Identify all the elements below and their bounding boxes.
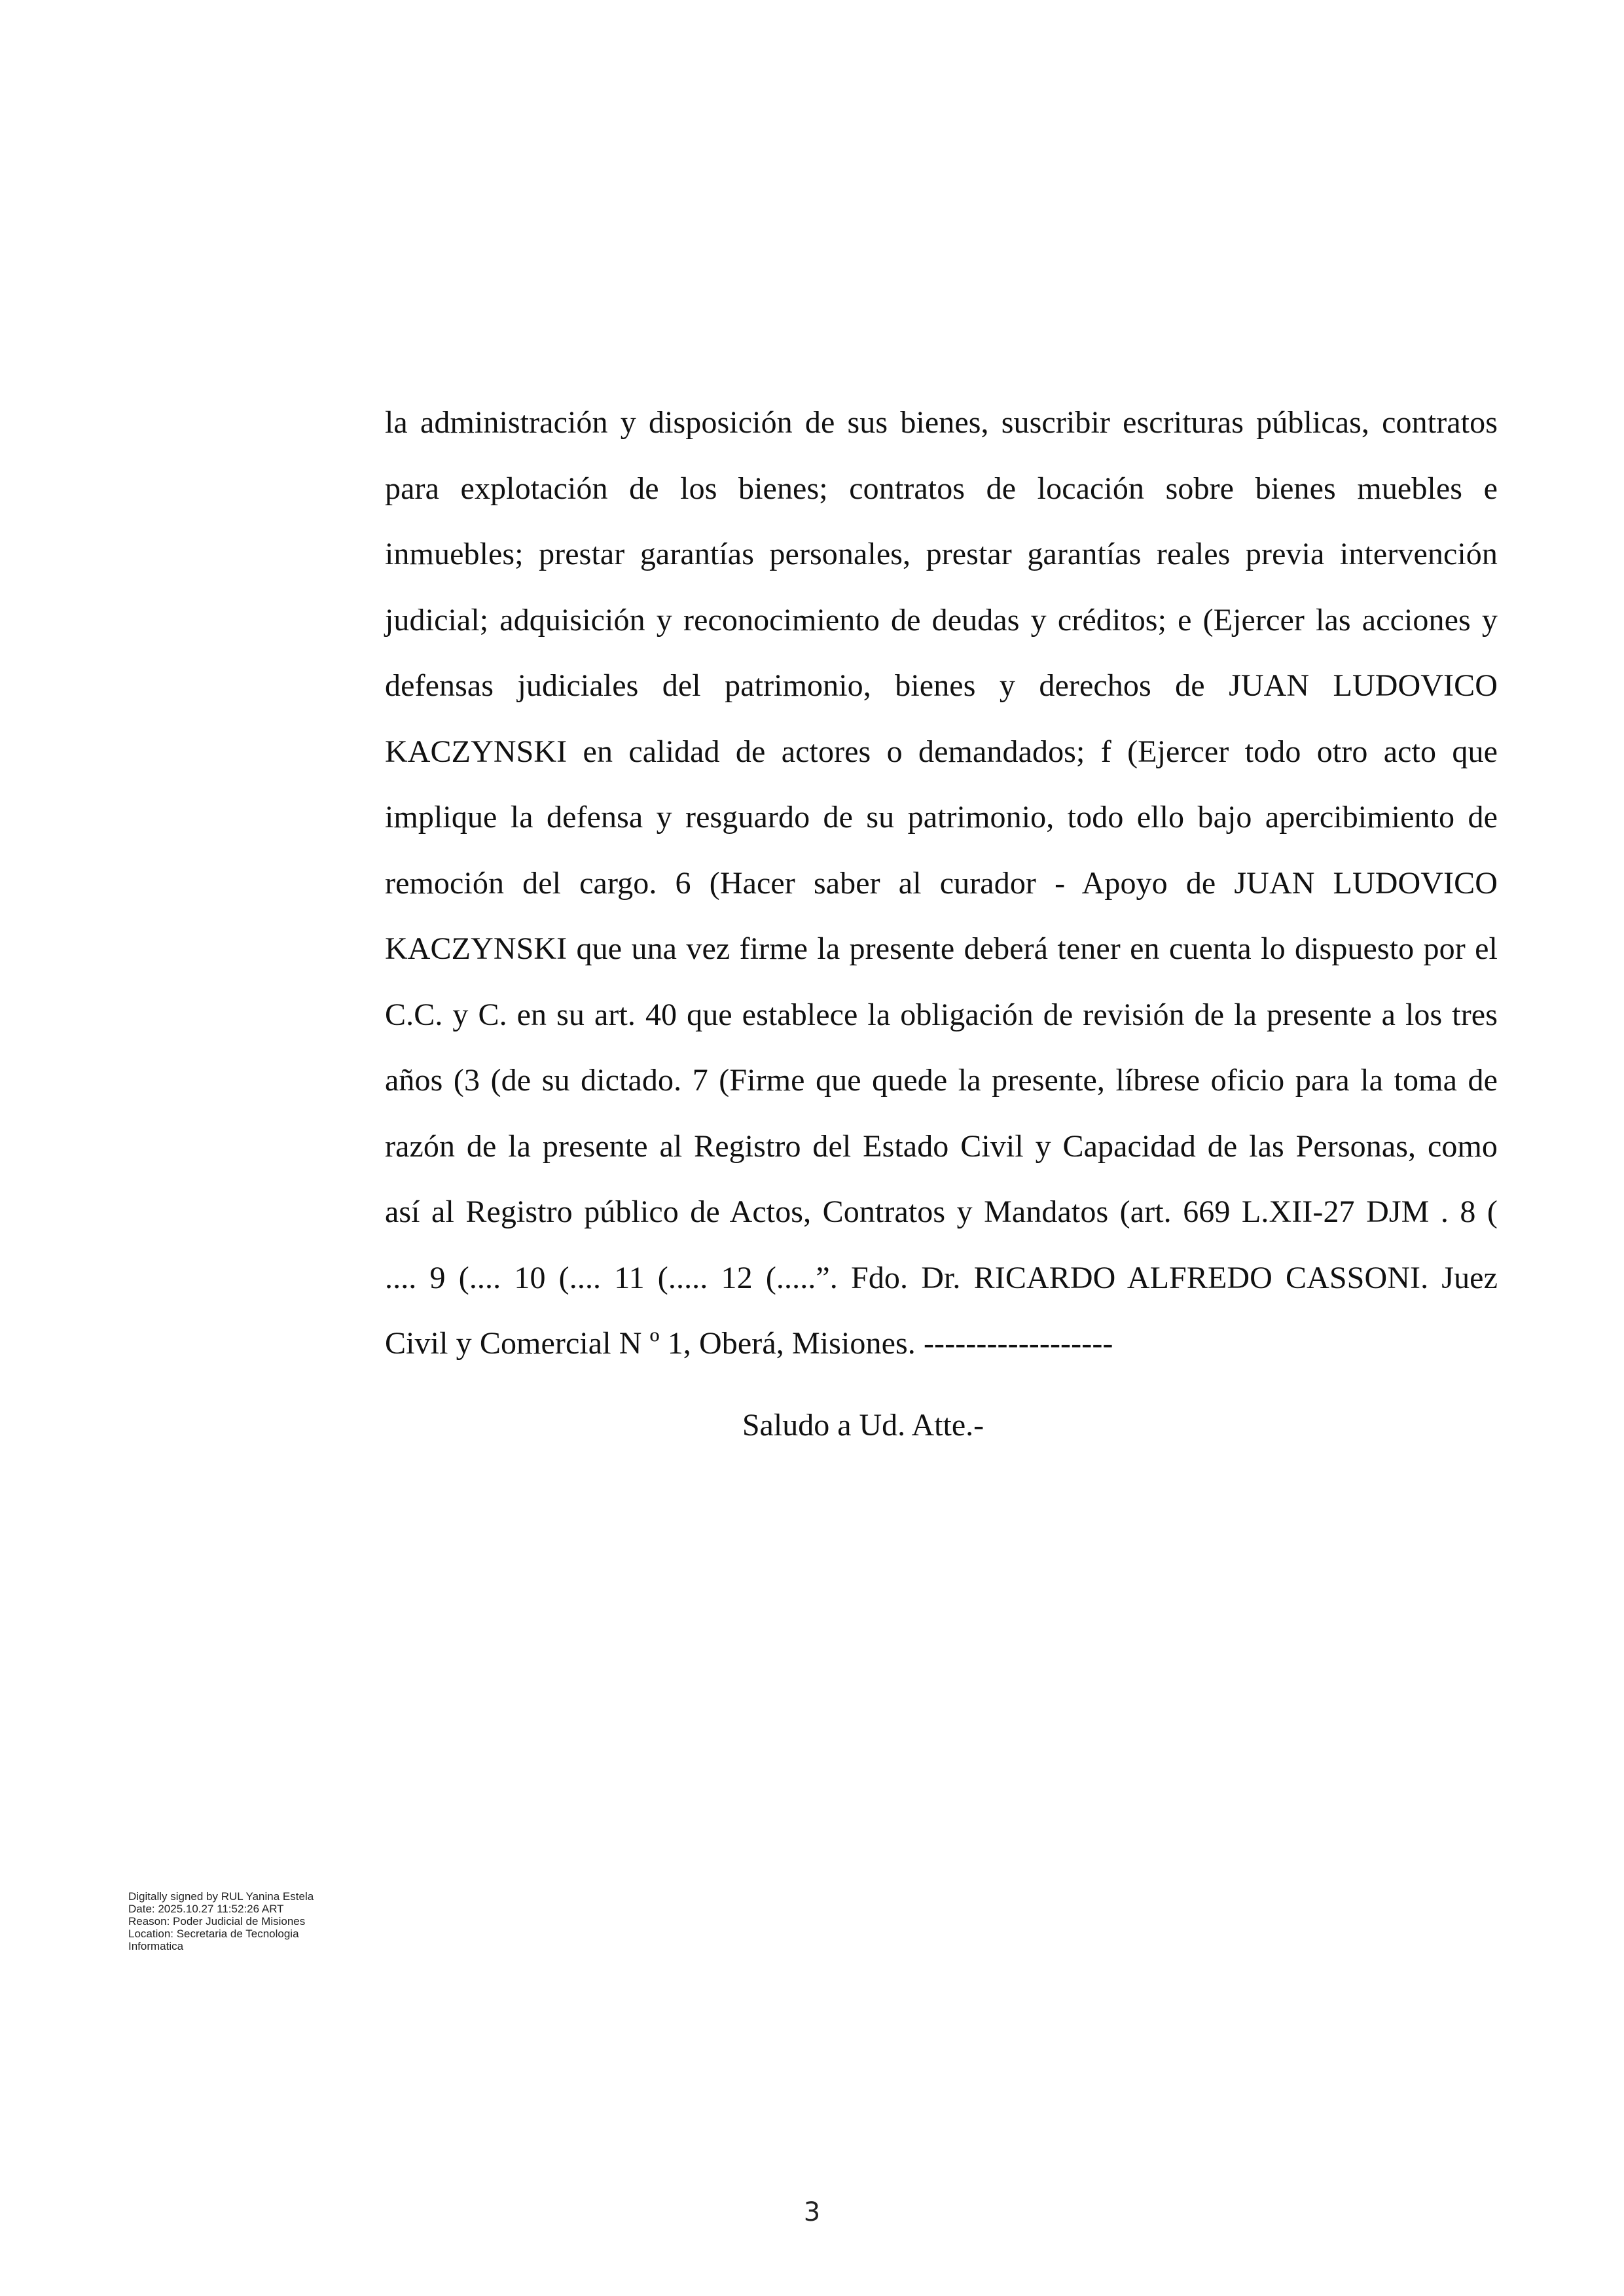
body-line: la administración y disposición de sus bienes, suscribir escrituras públicas, contratos	[385, 405, 1498, 440]
body-line: implique la defensa y resguardo de su patrimonio, todo ello bajo apercibimiento de	[385, 800, 1498, 834]
body-line: .... 9 (.... 10 (.... 11 (..... 12 (.....”. Fdo. Dr. RICARDO ALFREDO CASSONI. Juez	[385, 1260, 1498, 1295]
page-number	[0, 2197, 1624, 2228]
body-line: para explotación de los bienes; contratos de locación sobre bienes muebles e	[385, 471, 1498, 506]
body-line: razón de la presente al Registro del Estado Civil y Capacidad de las Personas, como	[385, 1128, 1498, 1164]
body-paragraph	[385, 390, 1498, 1377]
closing-text: Saludo a Ud. Atte.-	[742, 1408, 984, 1443]
closing-salutation	[0, 1406, 1624, 1445]
body-line: defensas judiciales del patrimonio, bienes y derechos de JUAN LUDOVICO	[385, 668, 1498, 703]
signature-date: Date: 2025.10.27 11:52:26 ART	[128, 1903, 284, 1915]
body-line: remoción del cargo. 6 (Hacer saber al curador - Apoyo de JUAN LUDOVICO	[385, 865, 1498, 901]
body-line: judicial; adquisición y reconocimiento de deudas y créditos; e (Ejercer las acciones y	[385, 602, 1498, 637]
body-line: inmuebles; prestar garantías personales, prestar garantías reales previa intervención	[385, 537, 1498, 571]
body-line: C.C. y C. en su art. 40 que establece la obligación de revisión de la presente a los tres	[385, 997, 1498, 1032]
body-line: así al Registro público de Actos, Contratos y Mandatos (art. 669 L.XII-27 DJM . 8 (	[385, 1194, 1498, 1229]
signature-location: Location: Secretaria de Tecnologia	[128, 1928, 299, 1940]
signature-reason: Reason: Poder Judicial de Misiones	[128, 1915, 306, 1928]
body-line-last: Civil y Comercial N º 1, Oberá, Misiones. ------------------	[385, 1326, 1113, 1361]
signature-signer: Digitally signed by RUL Yanina Estela	[128, 1890, 314, 1903]
body-line: años (3 (de su dictado. 7 (Firme que quede la presente, líbrese oficio para la toma de	[385, 1063, 1498, 1098]
body-line: KACZYNSKI en calidad de actores o demandados; f (Ejercer todo otro acto que	[385, 734, 1498, 769]
page-number-text: 3	[803, 2197, 821, 2227]
signature-location-cont: Informatica	[128, 1940, 184, 1952]
body-line: KACZYNSKI que una vez firme la presente deberá tener en cuenta lo dispuesto por el	[385, 931, 1498, 966]
digital-signature-block	[128, 1890, 364, 1952]
